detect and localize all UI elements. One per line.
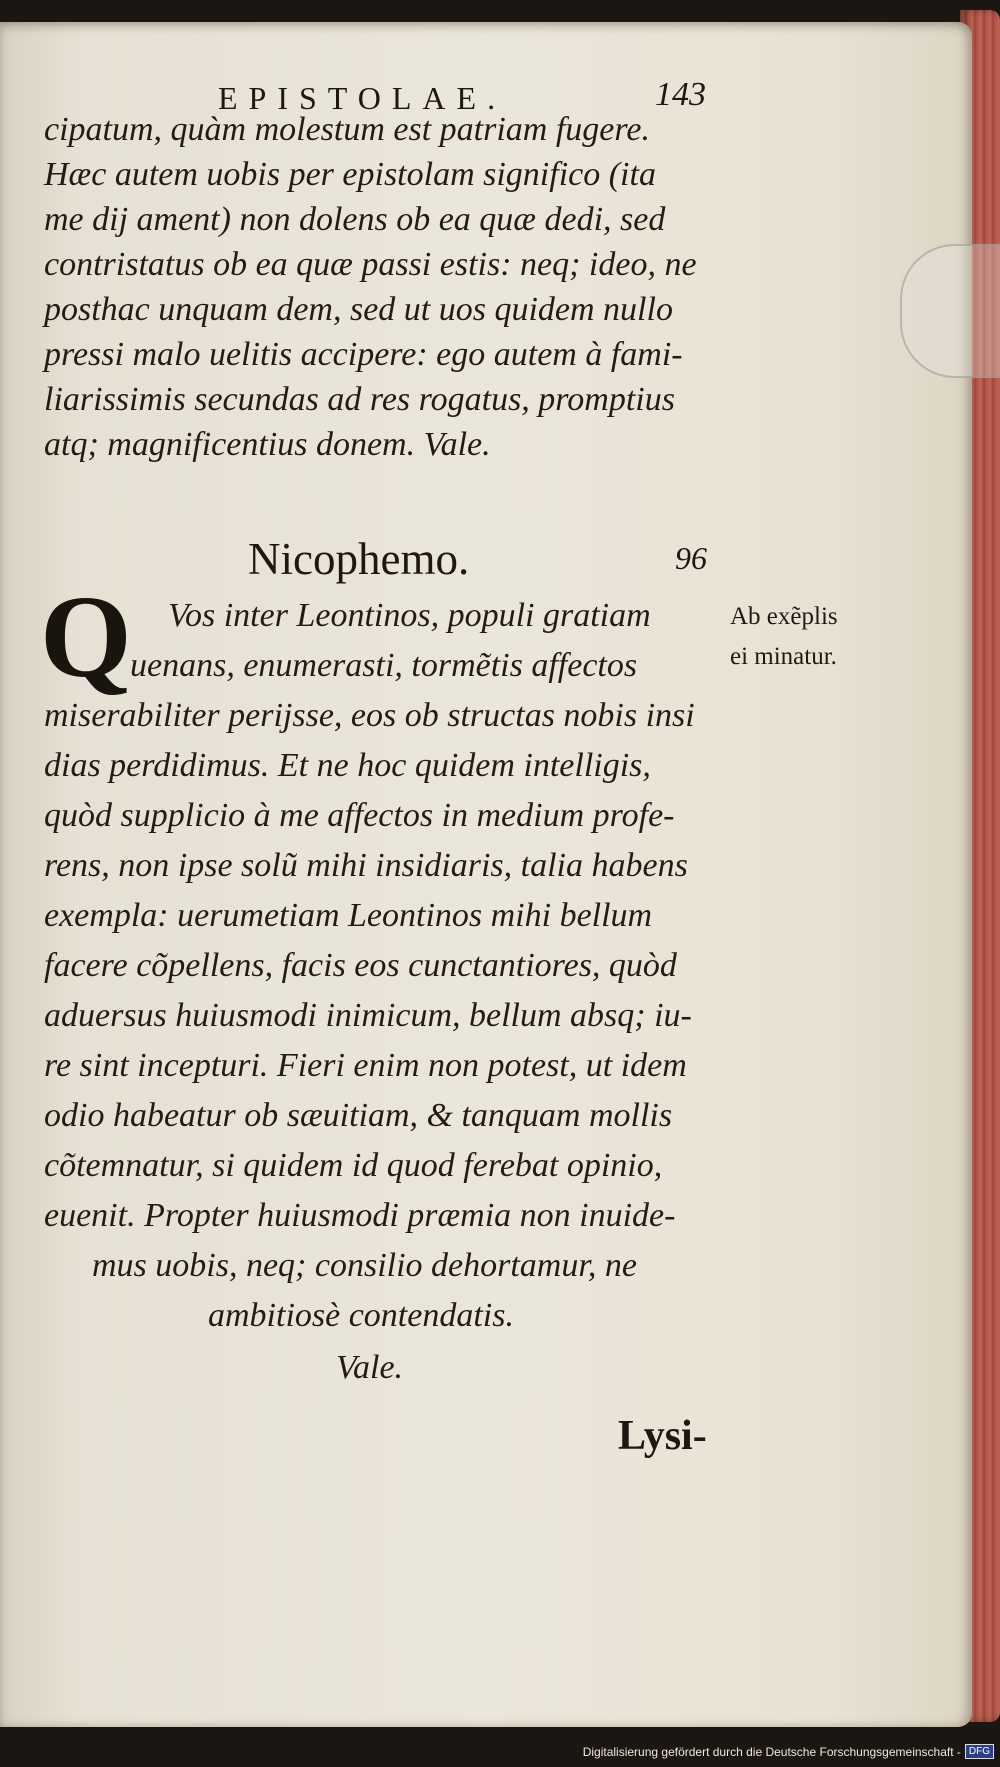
catchword: Lysi- [618,1413,707,1459]
text-line: Vos inter Leontinos, populi gratiam [168,597,651,634]
text-line: miserabiliter perijsse, eos ob structas nobis insi [44,697,695,734]
text-line: exempla: uerumetiam Leontinos mihi bellum [44,897,653,934]
text-line: rens, non ipse solũ mihi insidiaris, talia habens [44,847,688,884]
letter-number: 96 [675,540,707,576]
text-line: re sint incepturi. Fieri enim non potest, ut idem [44,1047,687,1084]
text-line: liarissimis secundas ad res rogatus, promptius [44,381,675,418]
text-line: me dij ament) non dolens ob ea quæ dedi, sed [44,201,666,238]
page-number: 143 [655,76,706,113]
credit-text: Digitalisierung gefördert durch die Deutsche Forschungsgemeinschaft - [582,1744,961,1759]
drop-cap: Q [40,571,132,702]
text-line: ambitiosè contendatis. [208,1297,514,1334]
text-line: atq; magnificentius donem. Vale. [44,426,491,463]
text-line: euenit. Propter huiusmodi præmia non inuide- [44,1197,676,1234]
text-line: quòd supplicio à me affectos in medium profe- [44,797,675,834]
text-line: cõtemnatur, si quidem id quod ferebat opinio, [44,1147,663,1184]
text-line: Hæc autem uobis per epistolam significo (ita [44,156,656,193]
margin-note-line: Ab exẽplis [730,603,838,630]
digitization-credit [583,1744,994,1759]
text-line: dias perdidimus. Et ne hoc quidem intelligis, [44,747,651,784]
text-line: contristatus ob ea quæ passi estis: neq; ideo, ne [44,246,697,283]
running-header: EPISTOLAE. [218,80,507,116]
dfg-logo: DFG [965,1744,994,1759]
text-line: pressi malo uelitis accipere: ego autem à fami- [44,336,683,373]
text-line: posthac unquam dem, sed ut uos quidem nullo [44,291,673,328]
text-line: mus uobis, neq; consilio dehortamur, ne [92,1247,637,1284]
text-line: uenans, enumerasti, tormẽtis affectos [130,647,638,684]
letter-title: Nicophemo. [248,534,470,584]
text-line: cipatum, quàm molestum est patriam fugere. [44,111,650,148]
text-line: odio habeatur ob sæuitiam, & tanquam mollis [44,1097,673,1134]
margin-note-line: ei minatur. [730,643,837,670]
text-line: Vale. [336,1349,404,1386]
text-line: facere cõpellens, facis eos cunctantiores, quòd [44,947,677,984]
text-line: aduersus huiusmodi inimicum, bellum absq; iu- [44,997,692,1034]
